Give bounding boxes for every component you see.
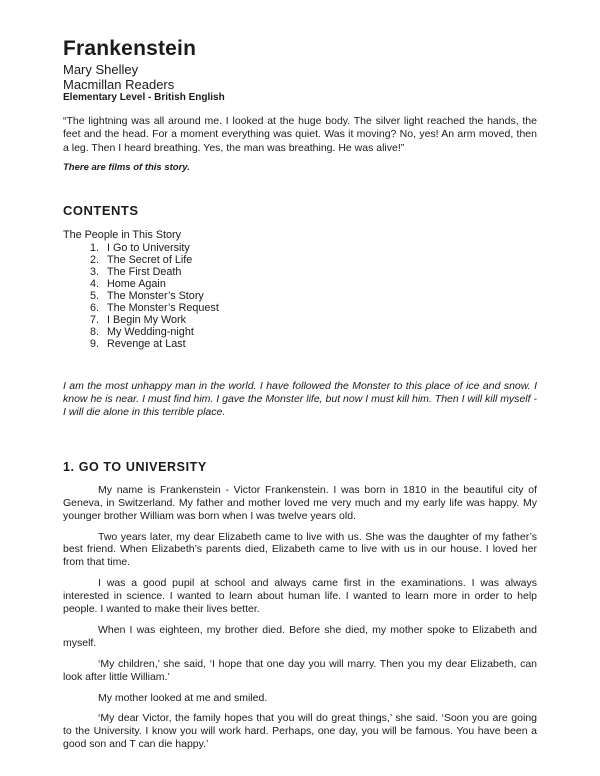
chapter-paragraph: I was a good pupil at school and always came first in the examinations. I was always interested in science. I wanted to learn about human life. I wanted to learn more in order to help people. I wanted to make their lives better. bbox=[63, 577, 537, 616]
contents-item bbox=[63, 290, 537, 302]
book-edition: Elementary Level - British English bbox=[63, 92, 225, 103]
contents-item-label: The Monster’s Request bbox=[107, 301, 219, 314]
chapter-paragraph: ‘My dear Victor, the family hopes that you will do great things,’ she said. ‘Soon you are going to the University. I know you will work hard. Perhaps, one day, you will be famous. You have been a good son and T can die happy.’ bbox=[63, 712, 537, 751]
contents-heading: CONTENTS bbox=[63, 202, 139, 218]
contents-item-number: 8. bbox=[89, 325, 99, 338]
films-note: There are films of this story. bbox=[63, 161, 190, 173]
chapter-heading: 1. GO TO UNIVERSITY bbox=[63, 459, 207, 474]
contents-item-number: 6. bbox=[89, 301, 99, 314]
contents-item bbox=[63, 314, 537, 326]
chapter-paragraph: Two years later, my dear Elizabeth came to live with us. She was the daughter of my father’s best friend. When Elizabeth’s parents died, Elizabeth came to live with us in our house. I loved her from that time. bbox=[63, 530, 537, 569]
contents-item-number: 1. bbox=[89, 241, 99, 254]
contents-list bbox=[63, 242, 537, 350]
contents-item-label: I Begin My Work bbox=[107, 313, 186, 326]
contents-item-label: The First Death bbox=[107, 265, 182, 278]
book-author: Mary Shelley bbox=[63, 62, 139, 77]
chapter-paragraph: My name is Frankenstein - Victor Frankenstein. I was born in 1810 in the beautiful city of Geneva, in Switzerland. My father and mother loved me very much and my early life was happy. My younger brother William was born when I was twelve years old. bbox=[63, 483, 537, 522]
book-publisher: Macmillan Readers bbox=[63, 77, 175, 92]
chapter-paragraph: ‘My children,’ she said, ‘I hope that one day you will marry. Then you my dear Elizabeth, can look after little William.’ bbox=[63, 657, 537, 683]
contents-item-number: 5. bbox=[89, 289, 99, 302]
book-title: Frankenstein bbox=[63, 37, 197, 60]
contents-item bbox=[63, 338, 537, 350]
chapter-paragraph: My mother looked at me and smiled. bbox=[98, 691, 268, 704]
contents-item-number: 9. bbox=[89, 337, 99, 350]
contents-item-label: I Go to University bbox=[107, 241, 190, 254]
contents-item bbox=[63, 302, 537, 314]
contents-item-number: 2. bbox=[89, 253, 99, 266]
contents-item bbox=[63, 278, 537, 290]
epigraph: I am the most unhappy man in the world. I have followed the Monster to this place of ice and snow. I know he is near. I must find him. I gave the Monster life, but now I must kill him. Then I will kill myself - I will die alone in this terrible place. bbox=[63, 379, 537, 419]
contents-item-number: 7. bbox=[89, 313, 99, 326]
contents-item-label: The Monster’s Story bbox=[107, 289, 204, 302]
contents-item-number: 3. bbox=[89, 265, 99, 278]
contents-item-label: The Secret of Life bbox=[107, 253, 193, 266]
contents-item bbox=[63, 242, 537, 254]
contents-item-number: 4. bbox=[89, 277, 99, 290]
contents-item bbox=[63, 254, 537, 266]
intro-quote: “The lightning was all around me. I looked at the huge body. The silver light reached the hands, the feet and the head. For a moment everything was quiet. Was it moving? No, yes! An arm moved, then a leg. Then I heard breathing. Yes, the man was breathing. He was alive!” bbox=[63, 115, 537, 154]
chapter-body bbox=[63, 484, 537, 751]
chapter-paragraph: When I was eighteen, my brother died. Before she died, my mother spoke to Elizabeth and myself. bbox=[63, 623, 537, 649]
contents-item-label: Revenge at Last bbox=[107, 337, 186, 350]
contents-item bbox=[63, 326, 537, 338]
contents-item-label: Home Again bbox=[107, 277, 166, 290]
contents-item-label: My Wedding-night bbox=[107, 325, 194, 338]
contents-subtitle: The People in This Story bbox=[63, 228, 182, 241]
contents-item bbox=[63, 266, 537, 278]
